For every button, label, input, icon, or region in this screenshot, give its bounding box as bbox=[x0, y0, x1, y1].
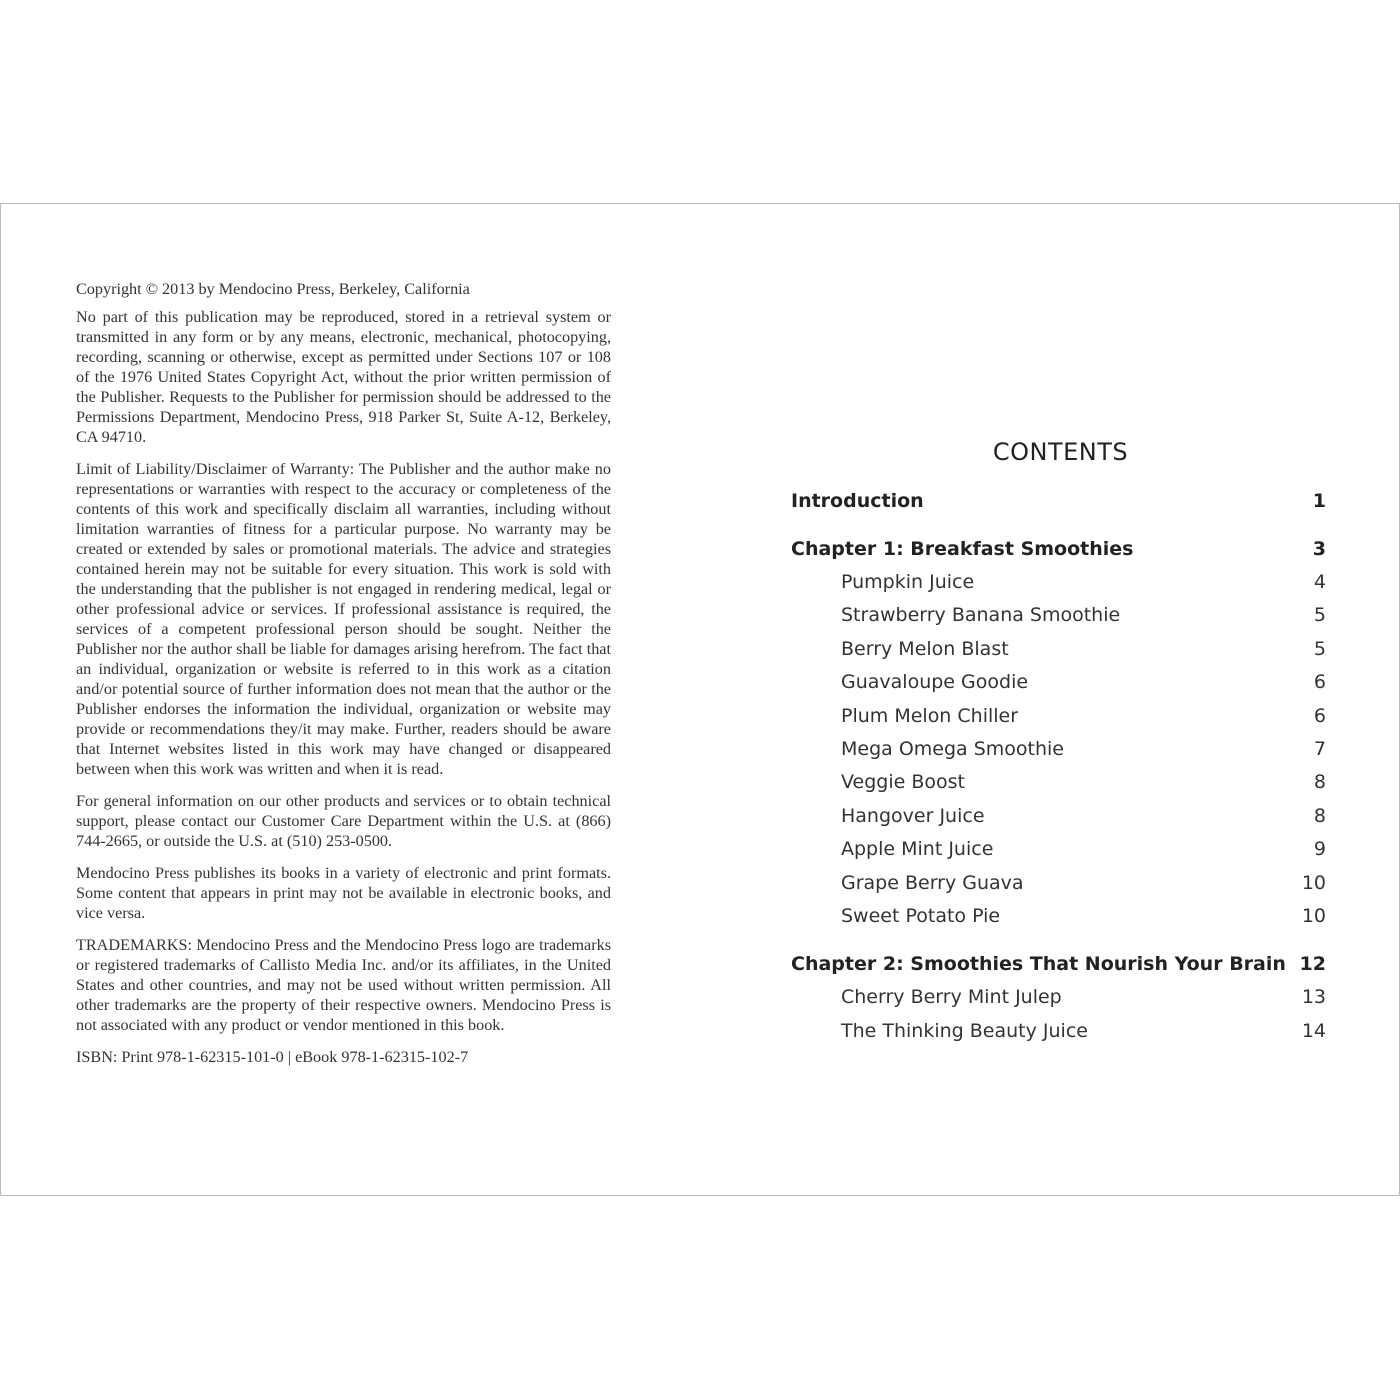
toc-chapter-1 bbox=[791, 533, 1326, 566]
toc-page-number: 8 bbox=[1313, 804, 1326, 827]
toc-page-number: 8 bbox=[1313, 771, 1326, 794]
copyright-page bbox=[76, 279, 611, 1079]
toc-entry-title: The Thinking Beauty Juice bbox=[841, 1019, 1088, 1042]
toc-page-number: 3 bbox=[1312, 538, 1326, 560]
toc-page-number: 9 bbox=[1313, 838, 1326, 861]
formats-notice: Mendocino Press publishes its books in a variety of electronic and print formats. Some content that appears in print may not be available in electronic books, and vice versa. bbox=[76, 864, 611, 922]
toc-entry bbox=[791, 733, 1326, 766]
toc-page-number: 1 bbox=[1312, 490, 1326, 512]
liability-disclaimer: Limit of Liability/Disclaimer of Warranty: The Publisher and the author make no representations or warranties with respect to the accuracy or completeness of the contents of this work and specifically disclaim all warranties, including without limitation warranties of fitness for a particular purpose. No warranty may be created or extended by sales or promotional materials. The advice and strategies contained herein may not be suitable for every situation. This work is sold with the understanding that the publisher is not engaged in rendering medical, legal or other professional advice or services. If professional assistance is required, the services of a competent professional person should be sought. Neither the Publisher nor the author shall be liable for damages arising herefrom. The fact that an individual, organization or website is referred to in this work as a citation and/or potential source of further information does not mean that the author or the Publisher endorses the information the individual, organization or website may provide or recommendations they/it may make. Further, readers should be aware that Internet websites listed in this work may have changed or disappeared between when this work was written and when it is read. bbox=[76, 460, 611, 778]
toc-entry bbox=[791, 1015, 1326, 1048]
toc-entry bbox=[791, 766, 1326, 799]
toc-entry-title: Hangover Juice bbox=[841, 804, 985, 827]
toc-entry-title: Berry Melon Blast bbox=[841, 637, 1009, 660]
toc-chapter-title: Chapter 1: Breakfast Smoothies bbox=[791, 538, 1134, 560]
isbn-line: ISBN: Print 978-1-62315-101-0 | eBook 978-1-62315-102-7 bbox=[76, 1048, 469, 1066]
toc-page-number: 5 bbox=[1313, 604, 1326, 627]
toc-page-number: 6 bbox=[1313, 671, 1326, 694]
contents-page bbox=[791, 438, 1326, 1048]
toc-entry bbox=[791, 900, 1326, 933]
toc-entry bbox=[791, 700, 1326, 733]
customer-care-info: For general information on our other products and services or to obtain technical support, please contact our Customer Care Department within the U.S. at (866) 744-2665, or outside the U.S. at (510) 253-0500. bbox=[76, 792, 611, 850]
toc-chapter-2 bbox=[791, 948, 1326, 981]
toc-entry-title: Strawberry Banana Smoothie bbox=[841, 604, 1121, 627]
toc-entry bbox=[791, 599, 1326, 632]
toc-chapter-title: Chapter 2: Smoothies That Nourish Your Brain bbox=[791, 953, 1286, 976]
toc-entry bbox=[791, 981, 1326, 1014]
reproduction-notice: No part of this publication may be reproduced, stored in a retrieval system or transmitted in any form or by any means, electronic, mechanical, photocopying, recording, scanning or otherwise, except as permitted under Sections 107 or 108 of the 1976 United States Copyright Act, without the prior written permission of the Publisher. Requests to the Publisher for permission should be addressed to the Permissions Department, Mendocino Press, 918 Parker St, Suite A-12, Berkeley, CA 94710. bbox=[76, 308, 611, 446]
book-spread bbox=[0, 203, 1400, 1196]
toc-entry-title: Veggie Boost bbox=[841, 771, 965, 794]
toc-entry bbox=[791, 566, 1326, 599]
toc-chapter-title: Introduction bbox=[791, 490, 924, 512]
toc-entry-title: Mega Omega Smoothie bbox=[841, 737, 1064, 760]
toc-page-number: 13 bbox=[1301, 986, 1326, 1009]
toc-page-number: 14 bbox=[1301, 1019, 1326, 1042]
toc-entry-title: Cherry Berry Mint Julep bbox=[841, 986, 1062, 1009]
toc-page-number: 7 bbox=[1313, 737, 1326, 760]
toc-entry bbox=[791, 833, 1326, 866]
toc-entry-title: Pumpkin Juice bbox=[841, 571, 975, 593]
toc-page-number: 6 bbox=[1313, 704, 1326, 727]
toc-page-number: 4 bbox=[1313, 571, 1326, 593]
toc-page-number: 10 bbox=[1301, 871, 1326, 894]
toc-entry-title: Sweet Potato Pie bbox=[841, 904, 1001, 927]
copyright-line: Copyright © 2013 by Mendocino Press, Berkeley, California bbox=[76, 280, 470, 298]
toc-entry bbox=[791, 800, 1326, 833]
toc-entry bbox=[791, 867, 1326, 900]
toc-entry-title: Guavaloupe Goodie bbox=[841, 671, 1029, 694]
toc-entry bbox=[791, 666, 1326, 699]
toc-introduction bbox=[791, 485, 1326, 518]
toc-page-number: 12 bbox=[1299, 953, 1326, 976]
contents-title: CONTENTS bbox=[992, 438, 1129, 466]
toc-page-number: 10 bbox=[1301, 904, 1326, 927]
toc-entry-title: Apple Mint Juice bbox=[841, 838, 994, 861]
toc-page-number: 5 bbox=[1313, 637, 1326, 660]
toc-entry-title: Plum Melon Chiller bbox=[841, 704, 1019, 727]
trademarks-notice: TRADEMARKS: Mendocino Press and the Mendocino Press logo are trademarks or registered trademarks of Callisto Media Inc. and/or its affiliates, in the United States and other countries, and may not be used without written permission. All other trademarks are the property of their respective owners. Mendocino Press is not associated with any product or vendor mentioned in this book. bbox=[76, 936, 611, 1034]
toc-entry bbox=[791, 633, 1326, 666]
toc-entry-title: Grape Berry Guava bbox=[841, 871, 1024, 894]
